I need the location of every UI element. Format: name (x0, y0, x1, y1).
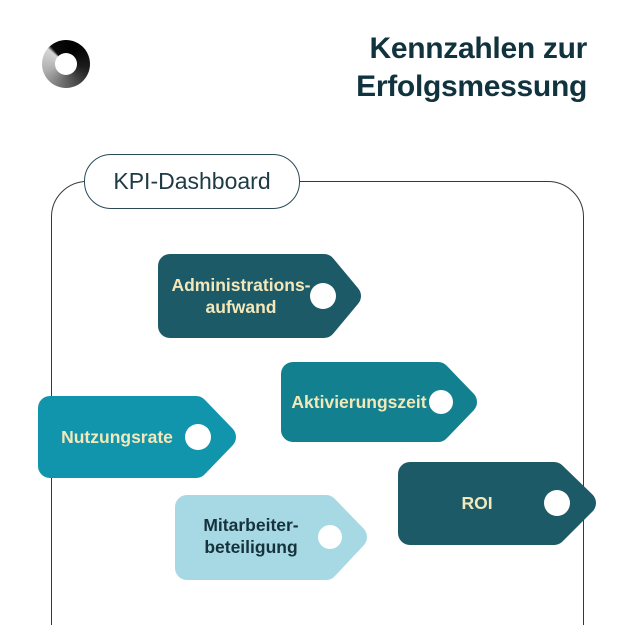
page-title-line-2: Erfolgsmessung (356, 70, 587, 103)
tag-label-line-1: Nutzungsrate (61, 427, 173, 447)
tag-label-line-1: Mitarbeiter- (203, 515, 299, 535)
tag-hole-icon (318, 525, 342, 549)
panel-label: KPI-Dashboard (113, 168, 271, 194)
tag-administrationsaufwand (170, 266, 349, 326)
tag-label-line-1: Administrations- (171, 275, 311, 295)
tag-label-line-1: Aktivierungszeit (291, 392, 427, 412)
tag-aktivierungszeit (291, 374, 465, 430)
tag-roi (410, 474, 584, 533)
tag-hole-icon (310, 283, 336, 309)
tag-label-line-1: ROI (461, 493, 493, 513)
panel-label-pill (84, 154, 300, 209)
tag-hole-icon (429, 390, 453, 414)
tag-mitarbeiterbeteiligung (187, 507, 355, 568)
tag-label-line-2: beteiligung (204, 537, 298, 557)
tag-hole-icon (185, 424, 211, 450)
page-title-line-1: Kennzahlen zur (369, 32, 587, 65)
tag-label-line-2: aufwand (205, 297, 277, 317)
tag-hole-icon (544, 490, 570, 516)
tag-nutzungsrate (50, 408, 224, 466)
